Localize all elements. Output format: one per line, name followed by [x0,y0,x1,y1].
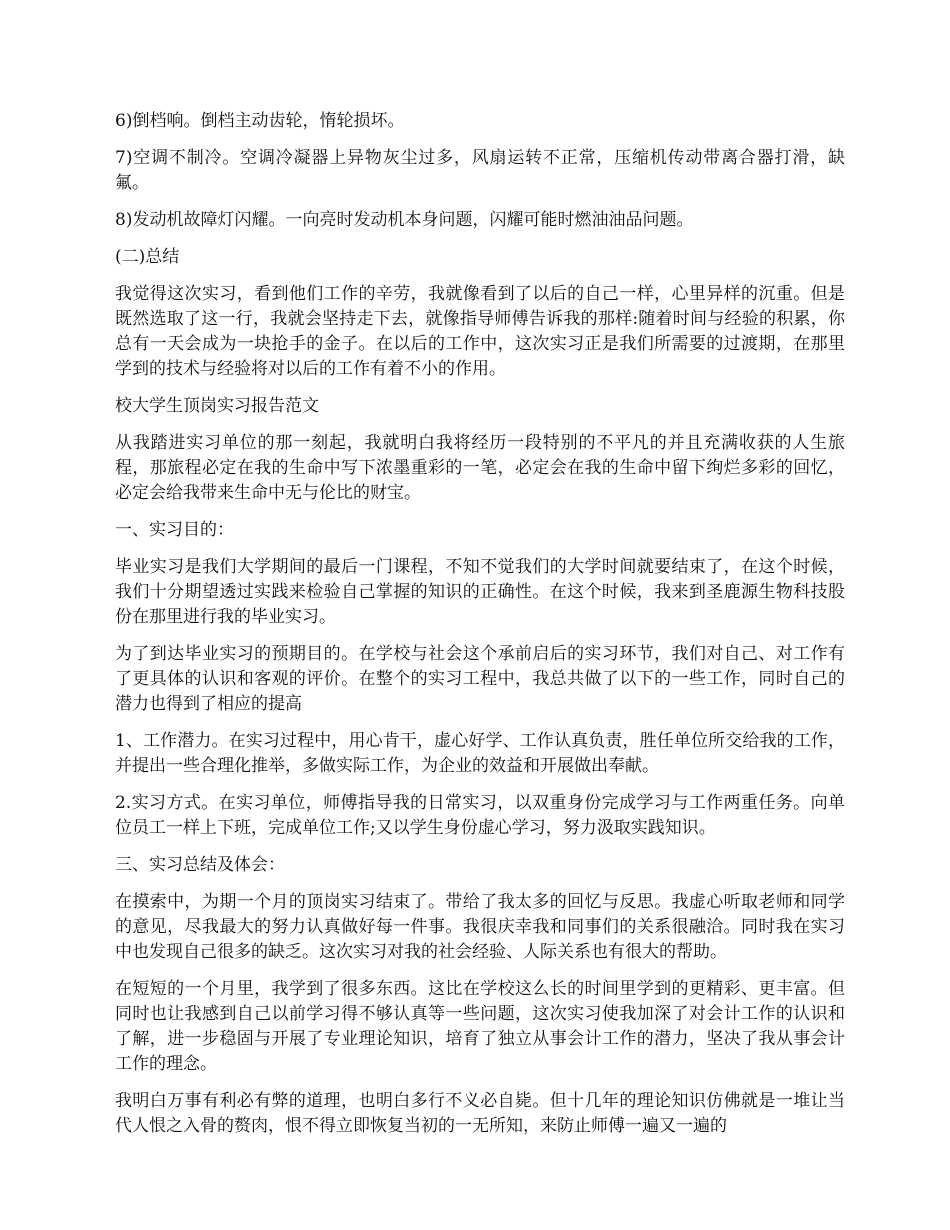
list-item-practice-method: 2.实习方式。在实习单位，师傅指导我的日常实习，以双重身份完成学习与工作两重任务。向单位员工一样上下班，完成单位工作;又以学生身份虚心学习，努力汲取实践知识。 [115,793,845,838]
list-item-work-ability: 1、工作潜力。在实习过程中，用心肯干，虚心好学、工作认真负责，胜任单位所交给我的工作，并提出一些合理化推举，多做实际工作，为企业的效益和开展做出奉献。 [115,731,845,776]
document-page [115,109,845,1151]
reflection-paragraph-1: 在摸索中，为期一个月的顶岗实习结束了。带给了我太多的回忆与反思。我虚心听取老师和同学的意见，尽我最大的努力认真做好每一件事。我很庆幸我和同事们的关系很融洽。同时我在实习中也发现自己很多的缺乏。这次实习对我的社会经验、人际关系也有很大的帮助。 [115,892,845,962]
report-title: 校大学生顶岗实习报告范文 [115,396,319,416]
paragraph-item-7: 7)空调不制冷。空调冷凝器上异物灰尘过多，风扇运转不正常，压缩机传动带离合器打滑，缺氟。 [115,148,845,193]
purpose-paragraph: 毕业实习是我们大学期间的最后一门课程，不知不觉我们的大学时间就要结束了，在这个时候，我们十分期望透过实践来检验自己掌握的知识的正确性。在这个时候，我来到圣鹿源生物科技股份在那里进行我的毕业实习。 [115,557,845,627]
section-heading-purpose: 一、实习目的： [115,520,234,540]
section-heading-summary: (二)总结 [115,247,180,267]
reflection-paragraph-2: 在短短的一个月里，我学到了很多东西。这比在学校这么长的时间里学到的更精彩、更丰富。但同时也让我感到自己以前学习得不够认真等一些问题，这次实习使我加深了对会计工作的认识和了解，进一步稳固与开展了专业理论知识，培育了独立从事会计工作的潜力，坚决了我从事会计工作的理念。 [115,979,845,1074]
reflection-paragraph-3: 我明白万事有利必有弊的道理，也明白多行不义必自毙。但十几年的理论知识仿佛就是一堆让当代人恨之入骨的赘肉，恨不得立即恢复当初的一无所知，来防止师傅一遍又一遍的 [115,1091,845,1136]
goal-paragraph: 为了到达毕业实习的预期目的。在学校与社会这个承前启后的实习环节，我们对自己、对工作有了更具体的认识和客观的评价。在整个的实习工程中，我总共做了以下的一些工作，同时自己的潜力也得到了相应的提高 [115,644,845,714]
section-heading-reflection: 三、实习总结及体会： [115,855,285,875]
summary-paragraph: 我觉得这次实习，看到他们工作的辛劳，我就像看到了以后的自己一样，心里异样的沉重。但是既然选取了这一行，我就会坚持走下去，就像指导师傅告诉我的那样:随着时间与经验的积累，你总有一天会成为一块抢手的金子。在以后的工作中，这次实习正是我们所需要的过渡期，在那里学到的技术与经验将对以后的工作有着不小的作用。 [115,284,845,379]
paragraph-item-6: 6)倒档响。倒档主动齿轮，惰轮损坏。 [115,111,405,131]
paragraph-item-8: 8)发动机故障灯闪耀。一向亮时发动机本身问题，闪耀可能时燃油油品问题。 [115,210,694,230]
intro-paragraph: 从我踏进实习单位的那一刻起，我就明白我将经历一段特别的不平凡的并且充满收获的人生旅程，那旅程必定在我的生命中写下浓墨重彩的一笔，必定会在我的生命中留下绚烂多彩的回忆，必定会给我带来生命中无与伦比的财宝。 [115,433,845,503]
